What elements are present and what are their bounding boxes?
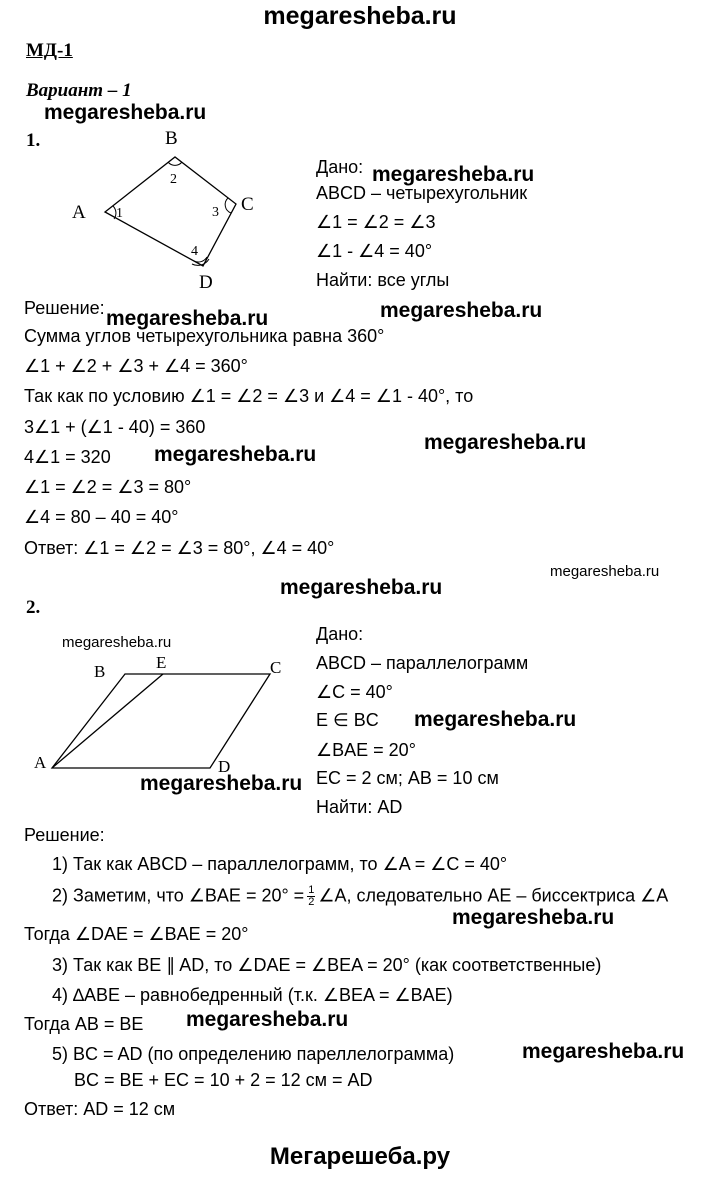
task2-given-line: E ∈ BC bbox=[316, 710, 379, 730]
vertex-label-b: B bbox=[94, 662, 106, 681]
watermark: megaresheba.ru bbox=[186, 1008, 349, 1031]
watermark: megaresheba.ru bbox=[62, 634, 172, 651]
angle-label-2: 2 bbox=[170, 172, 177, 187]
task1-solution-line: 4∠1 = 320 bbox=[24, 447, 111, 467]
watermark: megaresheba.ru bbox=[380, 299, 543, 322]
fraction-one-half bbox=[307, 885, 315, 908]
quadrilateral-figure bbox=[60, 120, 280, 290]
task2-step: 1) Так как ABCD – параллелограмм, то ∠A = ∠C = 40° bbox=[52, 854, 508, 874]
task1-number: 1. bbox=[26, 130, 41, 151]
task2-given-line: ∠C = 40° bbox=[316, 682, 393, 702]
task2-step bbox=[52, 885, 668, 908]
vertex-label-d: D bbox=[218, 757, 231, 776]
task1-given-label: Дано: bbox=[316, 157, 364, 177]
vertex-label-e: E bbox=[156, 653, 167, 672]
task2-step: 4) ∆ABE – равнобедренный (т.к. ∠BEA = ∠BAE) bbox=[52, 985, 453, 1005]
watermark: megaresheba.ru bbox=[522, 1040, 685, 1063]
vertex-label-a: A bbox=[34, 753, 47, 772]
task2-given-line: ∠BAE = 20° bbox=[316, 740, 416, 760]
task2-given-line: EC = 2 см; AB = 10 см bbox=[316, 768, 499, 788]
watermark: megaresheba.ru bbox=[106, 307, 269, 330]
section-title: МД-1 bbox=[26, 40, 73, 61]
watermark: megaresheba.ru bbox=[372, 163, 535, 186]
angle-label-4: 4 bbox=[191, 244, 198, 259]
angle-label-1: 1 bbox=[116, 206, 123, 221]
vertex-label-c: C bbox=[241, 194, 254, 215]
watermark: megaresheba.ru bbox=[452, 906, 615, 929]
task1-solution-line: ∠1 = ∠2 = ∠3 = 80° bbox=[24, 477, 192, 497]
task1-given-line: ∠1 = ∠2 = ∠3 bbox=[316, 212, 436, 232]
watermark: megaresheba.ru bbox=[424, 431, 587, 454]
task1-solution-line: 3∠1 + (∠1 - 40) = 360 bbox=[24, 417, 206, 437]
watermark: megaresheba.ru bbox=[44, 101, 207, 124]
watermark: megaresheba.ru bbox=[280, 576, 443, 599]
task2-then-line: Тогда AB = BE bbox=[24, 1014, 144, 1034]
task2-step: 5) BC = AD (по определению пареллелограмма) bbox=[52, 1044, 455, 1064]
task2-answer: Ответ: AD = 12 см bbox=[24, 1099, 176, 1119]
task1-given-line: ABCD – четырехугольник bbox=[316, 183, 528, 203]
variant-label: Вариант – 1 bbox=[26, 80, 132, 101]
task1-given-line: ∠1 - ∠4 = 40° bbox=[316, 241, 433, 261]
task1-solution-line: Так как по условию ∠1 = ∠2 = ∠3 и ∠4 = ∠1 - 40°, то bbox=[24, 386, 474, 406]
parallelogram-figure bbox=[30, 650, 300, 780]
vertex-label-b: B bbox=[165, 128, 178, 149]
fraction-numerator: 1 bbox=[308, 884, 315, 896]
task1-find-line: Найти: все углы bbox=[316, 270, 450, 290]
task2-find-line: Найти: AD bbox=[316, 797, 403, 817]
task1-answer: Ответ: ∠1 = ∠2 = ∠3 = 80°, ∠4 = 40° bbox=[24, 538, 335, 558]
vertex-label-c: C bbox=[270, 658, 282, 677]
task2-step: 3) Так как BE ∥ AD, то ∠DAE = ∠BEA = 20° (как соответственные) bbox=[52, 955, 602, 975]
task1-solution-line: ∠4 = 80 – 40 = 40° bbox=[24, 507, 179, 527]
watermark: megaresheba.ru bbox=[414, 708, 577, 731]
task1-solution-label: Решение: bbox=[24, 298, 105, 318]
task1-solution-line: Сумма углов четырехугольника равна 360° bbox=[24, 326, 385, 346]
task1-solution-line: ∠1 + ∠2 + ∠3 + ∠4 = 360° bbox=[24, 356, 248, 376]
step-text: 2) Заметим, что ∠BAE = 20° = bbox=[52, 885, 305, 906]
vertex-label-d: D bbox=[199, 272, 213, 290]
task2-step: BC = BE + EC = 10 + 2 = 12 см = AD bbox=[74, 1070, 373, 1090]
fraction-denominator: 2 bbox=[308, 896, 315, 908]
site-footer: Мегарешеба.ру bbox=[269, 1143, 451, 1170]
watermark: megaresheba.ru bbox=[154, 443, 317, 466]
watermark: megaresheba.ru bbox=[140, 772, 303, 795]
step-text: ∠A, следовательно AE – биссектриса ∠A bbox=[318, 885, 669, 906]
task2-number: 2. bbox=[26, 597, 41, 618]
angle-label-3: 3 bbox=[212, 205, 219, 220]
task2-solution-label: Решение: bbox=[24, 825, 105, 845]
task2-then-line: Тогда ∠DAE = ∠BAE = 20° bbox=[24, 924, 249, 944]
task2-given-line: ABCD – параллелограмм bbox=[316, 653, 529, 673]
vertex-label-a: A bbox=[72, 202, 86, 223]
watermark: megaresheba.ru bbox=[550, 563, 660, 580]
site-header: megaresheba.ru bbox=[263, 2, 457, 30]
task2-given-label: Дано: bbox=[316, 624, 364, 644]
